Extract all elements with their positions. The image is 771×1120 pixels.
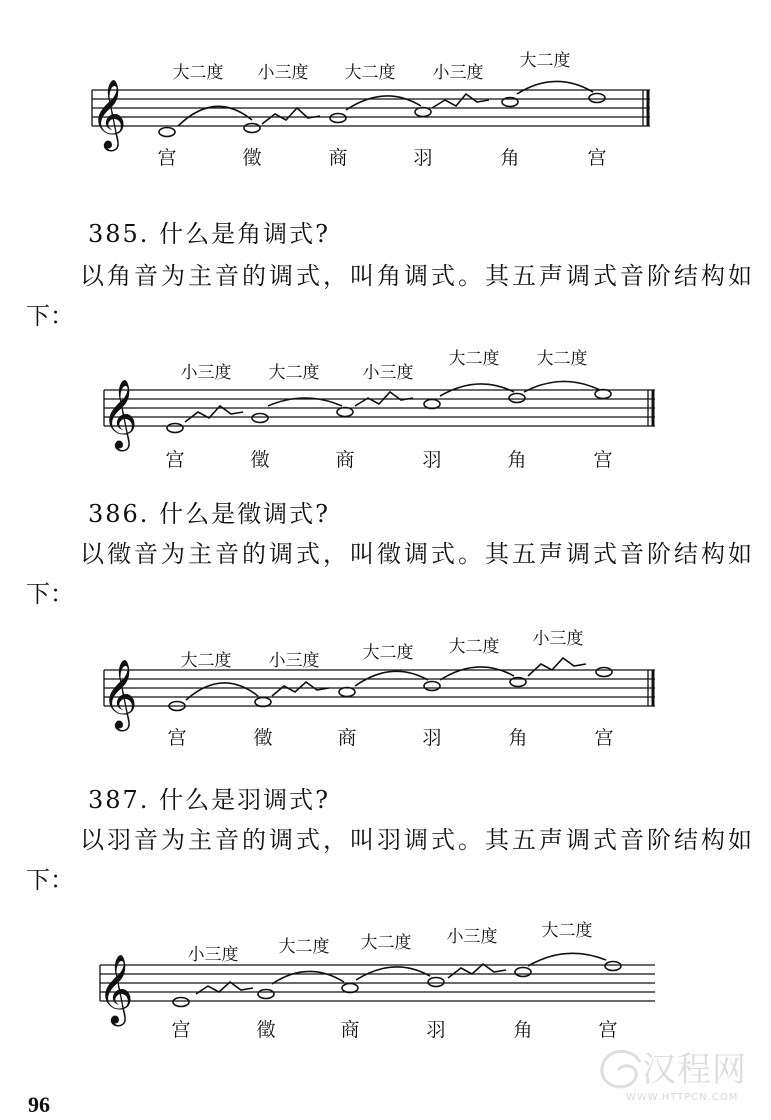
note-name-label: 徵 bbox=[242, 147, 262, 169]
watermark-url: WWW.HTTPCN.COM bbox=[626, 1092, 739, 1103]
interval-label: 大二度 bbox=[519, 51, 571, 71]
note-name-label: 宫 bbox=[598, 1019, 618, 1041]
interval-label: 小三度 bbox=[268, 651, 320, 671]
interval-label: 大二度 bbox=[541, 921, 593, 941]
staff-notation-4 bbox=[0, 910, 771, 1050]
note-name-label: 羽 bbox=[422, 449, 442, 471]
note-name-label: 徵 bbox=[253, 727, 273, 749]
site-watermark bbox=[592, 1040, 762, 1116]
interval-label: 大二度 bbox=[344, 63, 396, 83]
note-name-label: 宫 bbox=[587, 147, 607, 169]
question-386-title: 386. 什么是徵调式? bbox=[88, 500, 330, 528]
note-name-label: 徵 bbox=[256, 1019, 276, 1041]
interval-label: 大二度 bbox=[360, 933, 412, 953]
question-385-answer-line-2: 下： bbox=[26, 302, 74, 330]
note-name-label: 商 bbox=[340, 1019, 360, 1041]
interval-label: 小三度 bbox=[257, 63, 309, 83]
interval-label: 大二度 bbox=[180, 651, 232, 671]
note-name-label: 羽 bbox=[422, 727, 442, 749]
note-name-label: 商 bbox=[335, 449, 355, 471]
interval-label: 大二度 bbox=[448, 349, 500, 369]
interval-label: 大二度 bbox=[536, 349, 588, 369]
note-name-label: 羽 bbox=[413, 147, 433, 169]
interval-label: 小三度 bbox=[362, 363, 414, 383]
treble-clef-icon: 𝄞 bbox=[98, 954, 134, 1024]
note-name-label: 角 bbox=[500, 147, 520, 169]
note-name-label: 商 bbox=[328, 147, 348, 169]
staff-notation-3 bbox=[0, 620, 771, 760]
note-name-label: 徵 bbox=[250, 449, 270, 471]
question-385-answer-line-1: 以角音为主音的调式，叫角调式。其五声调式音阶结构如 bbox=[80, 262, 755, 290]
interval-label: 大二度 bbox=[362, 643, 414, 663]
note-name-label: 角 bbox=[507, 449, 527, 471]
note-name-label: 宫 bbox=[171, 1019, 191, 1041]
interval-label: 小三度 bbox=[446, 927, 498, 947]
interval-label: 小三度 bbox=[432, 63, 484, 83]
question-387-answer-line-1: 以羽音为主音的调式，叫羽调式。其五声调式音阶结构如 bbox=[80, 826, 755, 854]
interval-label: 小三度 bbox=[180, 363, 232, 383]
staff-notation-2 bbox=[0, 340, 771, 480]
interval-label: 大二度 bbox=[278, 937, 330, 957]
question-386-answer-line-2: 下： bbox=[26, 580, 74, 608]
treble-clef-icon: 𝄞 bbox=[102, 659, 138, 729]
question-385-title: 385. 什么是角调式? bbox=[88, 220, 330, 248]
note-name-label: 宫 bbox=[594, 727, 614, 749]
note-name-label: 宫 bbox=[593, 449, 613, 471]
interval-label: 大二度 bbox=[268, 363, 320, 383]
page-number: 96 bbox=[28, 1092, 50, 1117]
interval-label: 大二度 bbox=[172, 63, 224, 83]
note-name-label: 角 bbox=[508, 727, 528, 749]
treble-clef-icon: 𝄞 bbox=[102, 379, 138, 449]
note-name-label: 宫 bbox=[165, 449, 185, 471]
note-name-label: 角 bbox=[513, 1019, 533, 1041]
question-386-answer-line-1: 以徵音为主音的调式，叫徵调式。其五声调式音阶结构如 bbox=[80, 540, 755, 568]
staff-notation-1 bbox=[0, 40, 771, 180]
interval-label: 大二度 bbox=[448, 637, 500, 657]
question-387-answer-line-2: 下： bbox=[26, 866, 74, 894]
interval-label: 小三度 bbox=[187, 945, 239, 965]
question-387-title: 387. 什么是羽调式? bbox=[88, 786, 330, 814]
note-name-label: 宫 bbox=[157, 147, 177, 169]
note-name-label: 商 bbox=[337, 727, 357, 749]
interval-label: 小三度 bbox=[532, 629, 584, 649]
note-name-label: 宫 bbox=[167, 727, 187, 749]
note-name-label: 羽 bbox=[426, 1019, 446, 1041]
treble-clef-icon: 𝄞 bbox=[91, 79, 127, 149]
watermark-text: 汉程网 bbox=[642, 1050, 747, 1090]
